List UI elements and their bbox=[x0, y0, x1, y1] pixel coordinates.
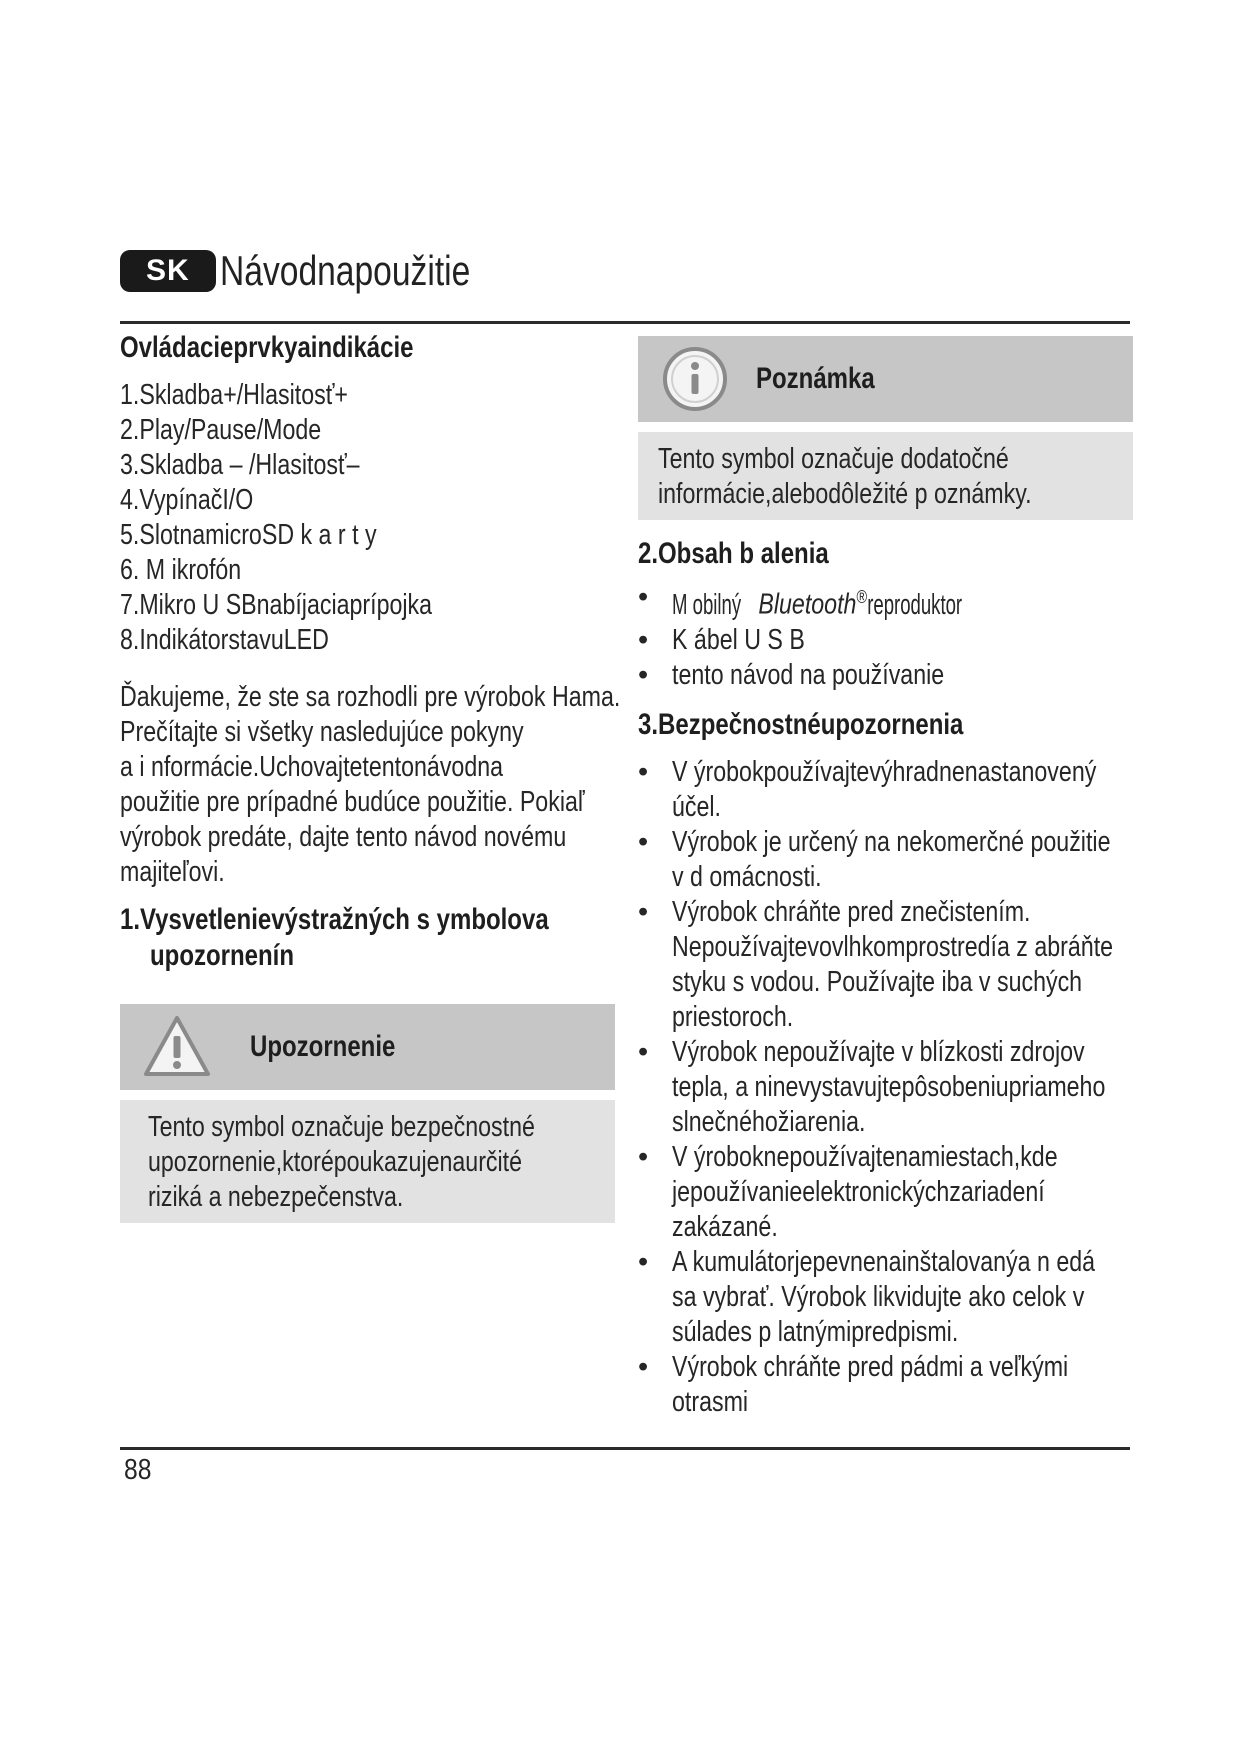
bottom-divider bbox=[120, 1447, 1130, 1450]
list-item: • Výrobok je určený na nekomerčné použitie v d omácnosti. bbox=[638, 825, 1133, 895]
list-item: • A kumulátorjepevnenainštalovanýa n edá sa vybrať. Výrobok likvidujte ako celok v súlades p latnýmipredpismi. bbox=[638, 1245, 1133, 1350]
top-divider bbox=[120, 321, 1130, 324]
text-line: upozornenie,ktorépoukazujenaurčité bbox=[148, 1146, 523, 1178]
list-item: • V ýroboknepoužívajtenamiestach,kde jepoužívanieelektronickýchzariadení zakázané. bbox=[638, 1140, 1133, 1245]
warning-triangle-icon bbox=[142, 1012, 212, 1082]
section-3-heading: 3.Bezpečnostnéupozornenia bbox=[638, 707, 964, 741]
text-line: použitie pre prípadné budúce použitie. Pokiaľ bbox=[120, 786, 585, 818]
note-box-header bbox=[638, 336, 1133, 422]
text-line: informácie,alebodôležité p oznámky. bbox=[658, 478, 1032, 510]
text-line: 1.Skladba+/Hlasitosť+ bbox=[120, 379, 348, 411]
controls-heading: Ovládacieprvkyaindikácie bbox=[120, 331, 414, 364]
warning-box-body bbox=[120, 1100, 615, 1223]
list-item: • M obilný Bluetooth®reproduktor bbox=[638, 580, 1133, 623]
list-item: • Výrobok nepoužívajte v blízkosti zdrojov tepla, a ninevystavujtepôsobeniupriameho slnečnéhožiarenia. bbox=[638, 1035, 1133, 1140]
warning-title: Upozornenie bbox=[250, 1030, 396, 1063]
intro-paragraph bbox=[120, 680, 621, 890]
left-column bbox=[120, 330, 621, 1223]
safety-instructions-list bbox=[638, 755, 1133, 1420]
list-item: • K ábel U S B bbox=[638, 623, 1133, 658]
section-2-heading: 2.Obsah b alenia bbox=[638, 537, 829, 570]
text-line: a i nformácie.Uchovajtetentonávodna bbox=[120, 751, 504, 783]
text-line: Tento symbol označuje dodatočné bbox=[658, 443, 1009, 475]
text-line: 5.SlotnamicroSD k a r t y bbox=[120, 519, 377, 551]
list-item: • V ýrobokpoužívajtevýhradnenastanovený účel. bbox=[638, 755, 1133, 825]
note-title: Poznámka bbox=[756, 362, 875, 395]
list-item: • tento návod na používanie bbox=[638, 658, 1133, 693]
package-contents-list bbox=[638, 580, 1133, 693]
text-line: majiteľovi. bbox=[120, 856, 225, 888]
text-line: 8.IndikátorstavuLED bbox=[120, 624, 329, 656]
language-badge: SK bbox=[120, 250, 216, 292]
text-line: 6. M ikrofón bbox=[120, 554, 242, 586]
info-icon bbox=[660, 344, 730, 414]
text-line: 2.Play/Pause/Mode bbox=[120, 414, 322, 446]
text-line: 7.Mikro U SBnabíjaciaprípojka bbox=[120, 589, 433, 621]
section-1-heading: 1.Vysvetlenievýstražných s ymbolova upozornenín bbox=[120, 903, 549, 972]
text-line: 3.Skladba – /Hlasitosť– bbox=[120, 449, 360, 481]
list-item: • Výrobok chráňte pred pádmi a veľkými otrasmi bbox=[638, 1350, 1133, 1420]
text-line: výrobok predáte, dajte tento návod novému bbox=[120, 821, 567, 853]
note-box-body bbox=[638, 432, 1133, 520]
text-line: riziká a nebezpečenstva. bbox=[148, 1181, 404, 1213]
controls-list bbox=[120, 378, 615, 658]
text-line: Prečítajte si všetky nasledujúce pokyny bbox=[120, 716, 524, 748]
page-number: 88 bbox=[124, 1454, 152, 1486]
right-column bbox=[638, 336, 1133, 1420]
list-item: • Výrobok chráňte pred znečistením. Nepoužívajtevovlhkomprostredía z abráňte styku s vodou. Používajte iba v suchých priestoroch. bbox=[638, 895, 1133, 1035]
document-title: Návodnapoužitie bbox=[219, 247, 470, 294]
text-line: Tento symbol označuje bezpečnostné bbox=[148, 1111, 535, 1143]
text-line: 4.VypínačI/O bbox=[120, 484, 254, 516]
page-header bbox=[120, 246, 533, 296]
text-line: Ďakujeme, že ste sa rozhodli pre výrobok Hama. bbox=[120, 681, 621, 713]
warning-box-header bbox=[120, 1004, 615, 1090]
